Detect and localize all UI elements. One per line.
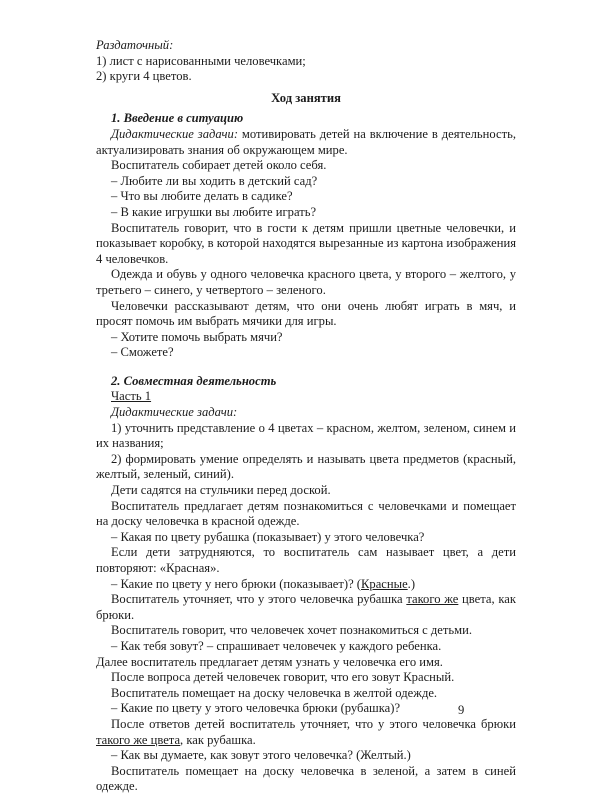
materials-item: 1) лист с нарисованными человечками;	[96, 53, 306, 68]
section1-tasks	[96, 127, 516, 158]
materials-title: Раздаточный:	[96, 38, 174, 52]
paragraph: – Хотите помочь выбрать мячи?	[111, 329, 283, 344]
paragraph: Дети садятся на стульчики перед доской.	[111, 483, 331, 498]
paragraph: Воспитатель помещает на доску человечка в зеленой, а затем в синей одежде.	[96, 763, 516, 794]
paragraph-after	[96, 717, 516, 748]
paragraph: Воспитатель предлагает детям познакомиться с человечками и помещает на доску человечка в красной одежде.	[96, 498, 516, 529]
paragraph-pants	[96, 577, 516, 593]
section1-tasks-text: мотивировать детей на включение в деятельность, актуализировать знания об окружающем мире.	[96, 126, 516, 157]
section1-title: 1. Введение в ситуацию	[111, 111, 244, 126]
paragraph: – Какие по цвету у этого человечка брюки (рубашка)?	[111, 701, 401, 716]
task-item: 1) уточнить представление о 4 цветах – красном, желтом, зеленом, синем и их названия;	[96, 420, 516, 451]
paragraph: – В какие игрушки вы любите играть?	[111, 204, 317, 219]
clarify-underlined: такого же	[406, 592, 459, 607]
page-content	[96, 38, 516, 795]
task-item: 2) формировать умение определять и называть цвета предметов (красный, желтый, зеленый, синий).	[96, 451, 516, 482]
paragraph: Одежда и обувь у одного человечка красного цвета, у второго – желтого, у третьего – синего, у четвертого – зеленого.	[96, 267, 516, 297]
paragraph: – Как вы думаете, как зовут этого человечка? (Желтый.)	[111, 748, 411, 763]
after-underlined: такого же цвета	[96, 732, 181, 747]
paragraph: – Что вы любите делать в садике?	[111, 189, 293, 204]
after-end: , как рубашка.	[180, 732, 256, 747]
clarify-start: Воспитатель уточняет, что у этого человечка рубашка	[111, 592, 407, 607]
materials-item: 2) круги 4 цветов.	[96, 69, 192, 84]
after-start: После ответов детей воспитатель уточняет, что у этого человечка брюки	[111, 716, 516, 731]
paragraph: – Любите ли вы ходить в детский сад?	[111, 173, 318, 188]
paragraph: Далее воспитатель предлагает детям узнать у человечка его имя.	[96, 654, 443, 669]
clarify-end: цвета, как брюки.	[96, 592, 517, 622]
paragraph: Воспитатель говорит, что в гости к детям пришли цветные человечки, и показывает коробку, в которой находятся вырезанные из картона изображения 4 человечков.	[96, 220, 516, 266]
paragraph: После вопроса детей человечек говорит, что его зовут Красный.	[111, 670, 455, 685]
paragraph: – Сможете?	[111, 345, 174, 360]
section2-part: Часть 1	[111, 389, 152, 404]
section2-tasks-label: Дидактические задачи:	[111, 405, 238, 420]
lesson-heading: Ход занятия	[271, 90, 341, 105]
section1-tasks-label: Дидактические задачи:	[111, 126, 239, 141]
paragraph: Если дети затрудняются, то воспитатель сам называет цвет, а дети повторяют: «Красная».	[96, 545, 516, 575]
paragraph: – Какая по цвету рубашка (показывает) у этого человечка?	[111, 529, 425, 544]
paragraph: – Как тебя зовут? – спрашивает человечек у каждого ребенка.	[111, 638, 442, 653]
paragraph: Человечки рассказывают детям, что они очень любят играть в мяч, и просят помочь им выбрать мячики для игры.	[96, 298, 516, 329]
pants-question: – Какие по цвету у него брюки (показывает)? (	[111, 576, 361, 591]
pants-end: .)	[407, 576, 416, 591]
paragraph: Воспитатель собирает детей около себя.	[111, 158, 327, 173]
pants-answer: Красные	[361, 576, 408, 591]
page-number: 9	[458, 703, 465, 717]
paragraph: Воспитатель говорит, что человечек хочет познакомиться с детьми.	[111, 623, 472, 638]
paragraph-clarify	[96, 592, 516, 623]
paragraph: Воспитатель помещает на доску человечка в желтой одежде.	[111, 685, 438, 700]
section2-title: 2. Совместная деятельность	[111, 373, 277, 388]
